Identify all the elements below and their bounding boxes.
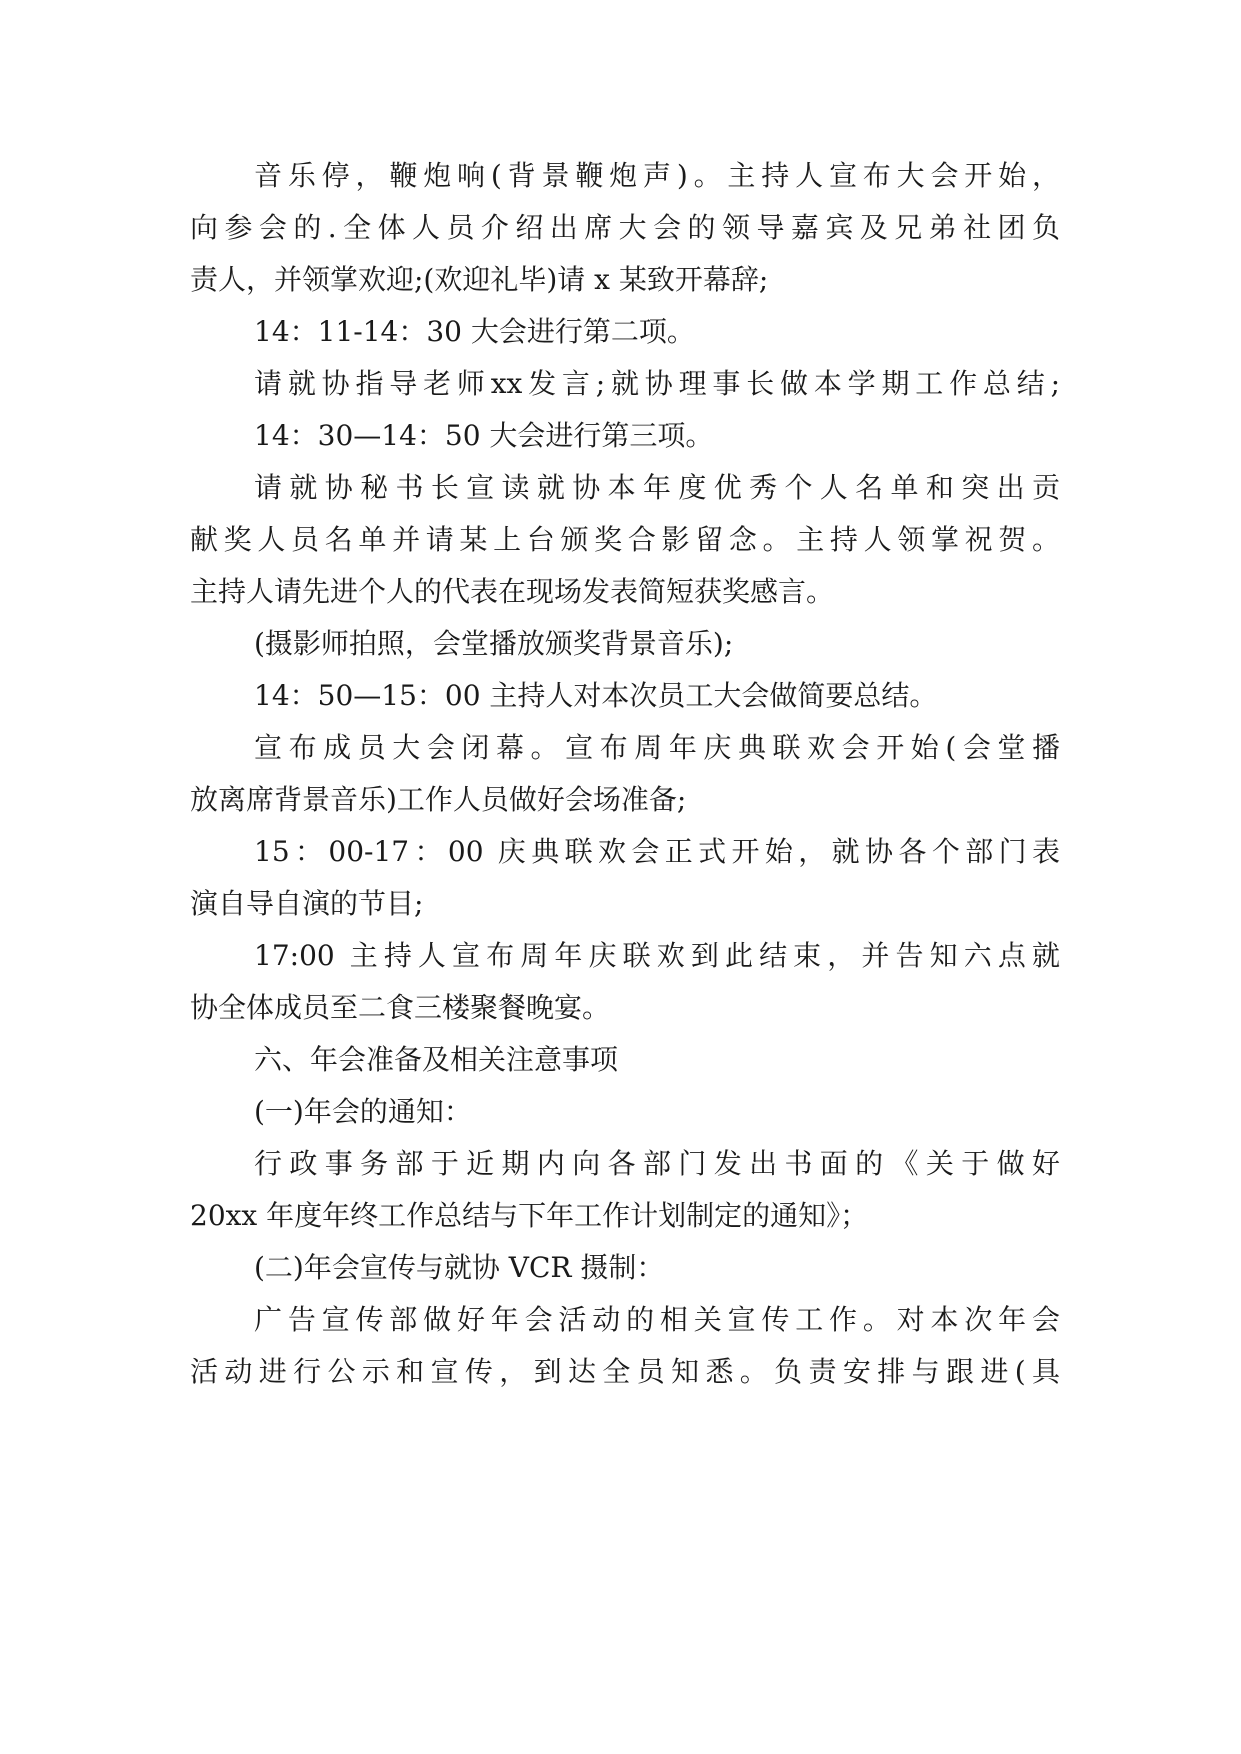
section-heading: 六、年会准备及相关注意事项 bbox=[254, 1043, 619, 1076]
text-line: 广告宣传部做好年会活动的相关宣传工作。对本次年会 bbox=[254, 1303, 1060, 1336]
text-line: 行政事务部于近期内向各部门发出书面的《关于做好 bbox=[254, 1147, 1060, 1180]
text-line: 放离席背景音乐)工作人员做好会场准备; bbox=[190, 783, 687, 816]
text-line: 20xx 年度年终工作总结与下年工作计划制定的通知》； bbox=[190, 1199, 869, 1232]
text-line: 请就协秘书长宣读就协本年度优秀个人名单和突出贡 bbox=[254, 471, 1060, 504]
text-line: 音乐停，鞭炮响(背景鞭炮声)。主持人宣布大会开始， bbox=[254, 159, 1060, 192]
text-line: 14：11-14：30 大会进行第二项。 bbox=[254, 315, 695, 348]
text-line: 17:00 主持人宣布周年庆联欢到此结束，并告知六点就 bbox=[254, 939, 1060, 972]
text-line: 请就协指导老师xx发言;就协理事长做本学期工作总结; bbox=[254, 367, 1060, 400]
text-line: 责人，并领掌欢迎;(欢迎礼毕)请 x 某致开幕辞; bbox=[190, 263, 769, 296]
text-line: 献奖人员名单并请某上台颁奖合影留念。主持人领掌祝贺。 bbox=[190, 523, 1060, 556]
text-line: 15：00-17：00 庆典联欢会正式开始，就协各个部门表 bbox=[254, 835, 1060, 868]
text-line: 活动进行公示和宣传，到达全员知悉。负责安排与跟进(具 bbox=[190, 1355, 1060, 1388]
subsection-heading: (一)年会的通知： bbox=[254, 1095, 472, 1128]
text-line: 14：50—15：00 主持人对本次员工大会做简要总结。 bbox=[254, 679, 938, 712]
text-line: 14：30—14：50 大会进行第三项。 bbox=[254, 419, 714, 452]
text-line: 主持人请先进个人的代表在现场发表简短获奖感言。 bbox=[190, 575, 835, 608]
subsection-heading: (二)年会宣传与就协 VCR 摄制： bbox=[254, 1251, 665, 1284]
text-line: (摄影师拍照，会堂播放颁奖背景音乐); bbox=[254, 627, 734, 660]
text-line: 协全体成员至二食三楼聚餐晚宴。 bbox=[190, 991, 611, 1024]
text-line: 演自导自演的节目; bbox=[190, 887, 424, 920]
text-line: 宣布成员大会闭幕。宣布周年庆典联欢会开始(会堂播 bbox=[254, 731, 1060, 764]
text-line: 向参会的.全体人员介绍出席大会的领导嘉宾及兄弟社团负 bbox=[190, 211, 1060, 244]
